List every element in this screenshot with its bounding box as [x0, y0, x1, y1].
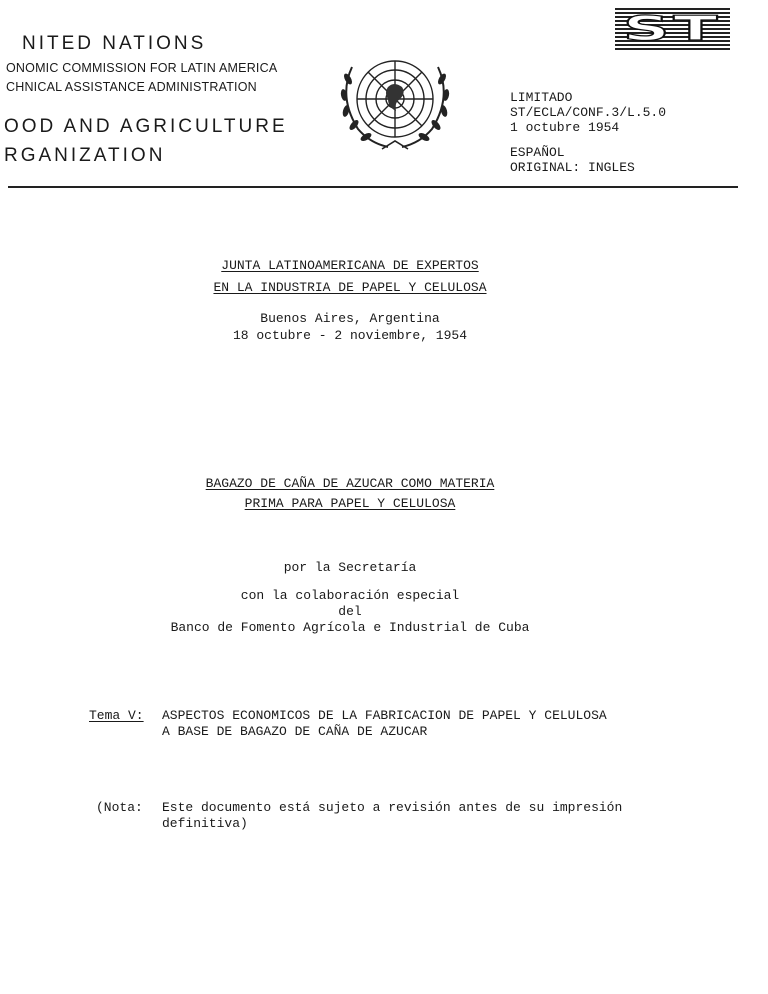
- document-language: ESPAÑOL: [510, 145, 565, 160]
- distribution-label: LIMITADO: [510, 90, 573, 105]
- meeting-place: Buenos Aires, Argentina: [260, 311, 440, 326]
- topic-line2: A BASE DE BAGAZO DE CAÑA DE AZUCAR: [162, 724, 428, 739]
- topic-label: Tema V:: [89, 708, 144, 723]
- title-line2: PRIMA PARA PAPEL Y CELULOSA: [244, 496, 456, 511]
- topic-line1: ASPECTOS ECONOMICOS DE LA FABRICACION DE PAPEL Y CELULOSA: [162, 708, 607, 723]
- document-date: 1 octubre 1954: [510, 120, 620, 135]
- original-language: ORIGINAL: INGLES: [510, 160, 635, 175]
- symbol-logo: [615, 8, 730, 52]
- authorship-block: [0, 558, 700, 636]
- document-title: [0, 474, 700, 514]
- symbol-logo-letters: ST: [623, 9, 722, 49]
- meeting-block: [0, 256, 700, 344]
- note-label: (Nota:: [96, 800, 143, 815]
- author-collaboration: con la colaboración especial: [240, 588, 460, 603]
- meeting-line1: JUNTA LATINOAMERICANA DE EXPERTOS: [221, 258, 479, 273]
- author-secretariat: por la Secretaría: [283, 560, 417, 575]
- org-fao-line1: OOD AND AGRICULTURE: [4, 116, 288, 137]
- org-ecla: ONOMIC COMMISSION FOR LATIN AMERICA: [6, 61, 278, 75]
- org-united-nations: NITED NATIONS: [22, 33, 207, 54]
- un-emblem-icon: [330, 45, 460, 157]
- author-of: del: [338, 604, 362, 619]
- meeting-line2: EN LA INDUSTRIA DE PAPEL Y CELULOSA: [213, 280, 487, 295]
- title-line1: BAGAZO DE CAÑA DE AZUCAR COMO MATERIA: [205, 476, 495, 491]
- meeting-dates: 18 octubre - 2 noviembre, 1954: [232, 328, 468, 343]
- org-fao-line2: RGANIZATION: [4, 145, 166, 166]
- org-taa: CHNICAL ASSISTANCE ADMINISTRATION: [6, 80, 257, 94]
- header-divider: [8, 186, 738, 188]
- note-line2: definitiva): [162, 816, 248, 831]
- document-symbol: ST/ECLA/CONF.3/L.5.0: [510, 105, 667, 120]
- author-bank: Banco de Fomento Agrícola e Industrial de Cuba: [170, 620, 530, 635]
- note-line1: Este documento está sujeto a revisión antes de su impresión: [162, 800, 623, 815]
